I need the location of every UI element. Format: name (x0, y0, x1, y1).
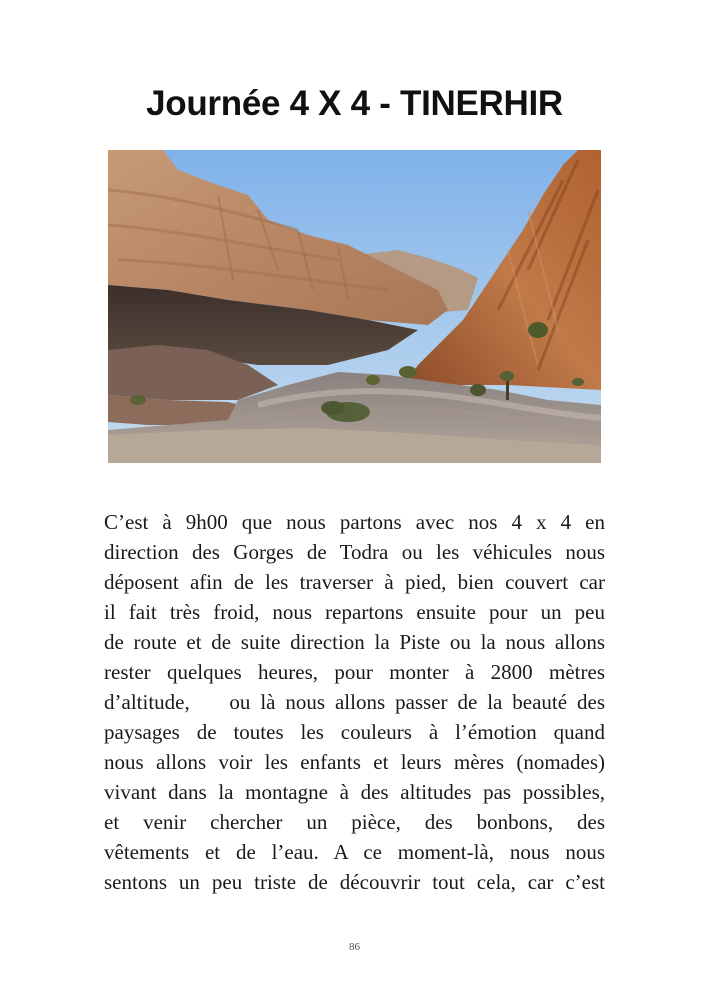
body-line-8: paysages de toutes les couleurs à l’émotion quand (104, 720, 605, 744)
body-line-11: et venir chercher un pièce, des bonbons, des (104, 810, 605, 834)
body-line-9: nous allons voir les enfants et leurs mères (nomades) (104, 750, 605, 774)
body-line-13: sentons un peu triste de découvrir tout cela, car c’est (104, 870, 605, 894)
body-line-4: il fait très froid, nous repartons ensuite pour un peu (104, 600, 605, 624)
gorge-photo (108, 150, 601, 463)
body-line-12: vêtements et de l’eau. A ce moment-là, nous nous (104, 840, 605, 864)
body-paragraph (104, 507, 605, 897)
gorge-landscape-image (108, 150, 601, 463)
page-title: Journée 4 X 4 - TINERHIR (146, 84, 563, 123)
body-line-10: vivant dans la montagne à des altitudes pas possibles, (104, 780, 605, 804)
body-line-1: C’est à 9h00 que nous partons avec nos 4 x 4 en (104, 510, 605, 534)
body-line-5: de route et de suite direction la Piste ou la nous allons (104, 630, 605, 654)
body-line-7: d’altitude, ou là nous allons passer de la beauté des (104, 690, 605, 714)
body-line-3: déposent afin de les traverser à pied, bien couvert car (104, 570, 605, 594)
body-line-6: rester quelques heures, pour monter à 2800 mètres (104, 660, 605, 684)
body-line-2: direction des Gorges de Todra ou les véhicules nous (104, 540, 605, 564)
page-number: 86 (349, 941, 360, 953)
